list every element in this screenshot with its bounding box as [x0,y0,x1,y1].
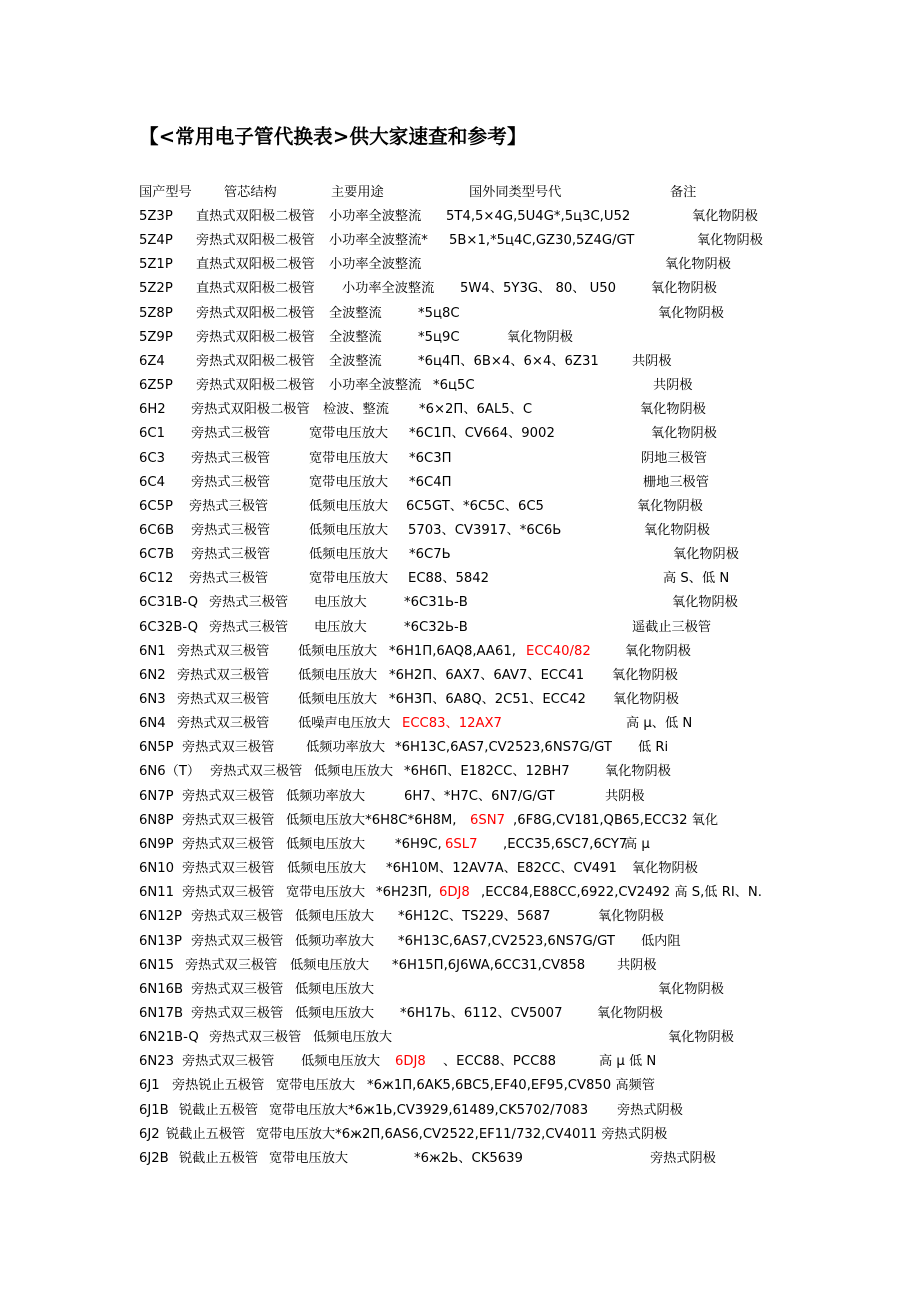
row-cell: *6H23П, [376,885,432,901]
row-cell: *6×2П、6AL5、C [419,402,533,418]
row-cell: 氧化物阴极 [672,595,738,611]
table-row [0,1123,920,1147]
row-cell: 低噪声电压放大 [298,716,391,732]
row-cell: 低频电压放大 [309,547,389,563]
header-foreign-equivalent: 国外同类型号代 [469,185,562,200]
table-row [0,881,920,905]
row-cell: 旁热式三极管 [209,619,289,635]
row-cell: 高 μ、低 N [626,716,693,732]
table-row [0,688,920,712]
row-cell: 氧化物阴极 [692,209,758,224]
row-cell: 旁热式三极管 [209,595,289,611]
model-cell: 5Z4P [139,233,173,249]
row-cell: 氧化物阴极 [640,402,706,418]
row-cell: 宽带电压放大*6ж2П,6AS6,CV2522,EF11/732,CV4011 旁热式阴极 [256,1126,668,1142]
row-cell: 共阴极 [653,378,693,393]
row-cell: 低内阻 [641,933,681,949]
row-cell: 锐截止五极管 [166,1126,246,1142]
row-cell: 5T4,5×4G,5U4G*,5ц3C,U52 [446,209,631,224]
row-cell: 、ECC88、PCC88 [443,1054,557,1070]
model-cell: 5Z2P [139,281,173,297]
model-cell: 6C3 [139,450,165,466]
row-cell: 低频电压放大 [298,692,378,707]
table-row [0,1050,920,1074]
row-cell: *6ц5C [433,378,475,393]
row-cell: 旁热式双阳极二极管 [196,233,315,249]
table-row [0,712,920,736]
row-cell: 共阴极 [632,353,672,369]
row-cell: 旁热式三极管 [189,498,269,514]
table-row [0,591,920,615]
table-row [0,326,920,350]
table-row [0,1026,920,1050]
row-cell: EC88、5842 [408,571,490,587]
table-row [0,1099,920,1123]
row-cell: 旁热式双三极管 [182,740,275,756]
model-cell: 6C31B-Q [139,595,199,611]
row-cell: 旁热锐止五极管 [172,1078,265,1094]
row-cell: 旁热式双三极管 [191,909,284,925]
row-cell: 低频功率放大 [306,740,386,756]
model-cell: 6N15 [139,957,175,973]
model-cell: 6N16B [139,981,184,997]
row-cell: 锐截止五极管 [179,1150,259,1166]
row-cell: 电压放大 [314,595,367,611]
row-cell: 旁热式双三极管 [177,643,270,659]
row-cell: 氧化物阴极 [697,233,763,249]
row-cell: 全波整流 [329,329,382,345]
row-cell: 6SN7 [470,812,506,828]
row-cell: 5B×1,*5ц4C,GZ30,5Z4G/GT [449,233,635,249]
page-title: 【<常用电子管代换表>供大家速查和参考】 [139,125,527,148]
model-cell: 6N17B [139,1005,184,1021]
table-row [0,350,920,374]
row-cell: 宽带电压放大 [309,474,389,490]
row-cell: *6H3П、6A8Q、2C51、ECC42 [389,692,586,707]
row-cell: 直热式双阳极二极管 [196,281,315,297]
row-cell: 低频电压放大 [295,1005,375,1021]
row-cell: 旁热式双三极管 [182,788,275,804]
row-cell: *6H15П,6J6WA,6CC31,CV858 [392,957,586,973]
row-cell: *6H10M、12AV7A、E82CC、CV491 [386,861,617,876]
row-cell: 旁热式阴极 [617,1102,683,1118]
row-cell: 低频电压放大*6H8C*6H8M, [286,812,457,828]
model-cell: 6N4 [139,716,166,732]
model-cell: 6C4 [139,474,165,490]
table-row [0,495,920,519]
row-cell: ECC40/82 [526,643,591,659]
row-cell: 6DJ8 [439,885,470,901]
model-cell: 6N10 [139,861,175,876]
row-cell: 高 μ [624,836,650,852]
row-cell: *6H13C,6AS7,CV2523,6NS7G/GT [395,740,612,756]
model-cell: 6J1 [139,1078,160,1094]
row-cell: ECC83、12AX7 [402,716,502,732]
row-cell: 低频电压放大 [295,909,375,925]
row-cell: *6ж2Ь、CK5639 [414,1150,523,1166]
row-cell: 低频电压放大 [301,1054,381,1070]
row-cell: 低频电压放大 [313,1030,393,1046]
row-cell: 旁热式双三极管 [191,933,284,949]
row-cell: 锐截止五极管 [179,1102,259,1118]
row-cell: *6C32Ь-B [404,619,468,635]
model-cell: 6Z4 [139,353,165,369]
header-remarks: 备注 [670,185,697,200]
row-cell: 低频功率放大 [295,933,375,949]
row-cell: 低频电压放大 [298,667,378,683]
model-cell: 5Z3P [139,209,173,224]
table-row [0,833,920,857]
row-cell: *6H2П、6AX7、6AV7、ECC41 [389,667,585,683]
row-cell: 小功率全波整流* [329,233,428,249]
row-cell: *6C7Ь [409,547,451,563]
model-cell: 6J2B [139,1150,169,1166]
row-cell: 低频电压放大 [287,861,367,876]
row-cell: 宽带电压放大 [309,571,389,587]
model-cell: 6N11 [139,885,175,901]
model-cell: 6N1 [139,643,166,659]
row-cell: *6C3П [409,450,452,466]
model-cell: 6N13P [139,933,182,949]
row-cell: *5ц9C [418,329,460,345]
row-cell: 低频电压放大 [314,764,394,780]
row-cell: ,ECC84,E88CC,6922,CV2492 高 S,低 RI、N. [481,885,762,901]
table-row [0,954,920,978]
row-cell: *6H13C,6AS7,CV2523,6NS7G/GT [398,933,615,949]
row-cell: *6H9C, [395,836,442,852]
model-cell: 5Z8P [139,305,173,321]
model-cell: 6N23 [139,1054,175,1070]
model-cell: 6C1 [139,426,165,442]
row-cell: 小功率全波整流 [329,209,422,224]
row-cell: *6C31Ь-B [404,595,468,611]
row-cell: 栅地三极管 [643,474,709,490]
row-cell: 低频电压放大 [298,643,378,659]
row-cell: 低频电压放大 [290,957,370,973]
row-cell: *6H17Ь、6112、CV5007 [400,1005,563,1021]
table-row [0,1002,920,1026]
row-cell: 旁热式双三极管 [182,812,275,828]
row-cell: 5703、CV3917、*6C6Ь [408,523,562,538]
row-cell: 低频电压放大 [286,836,366,852]
row-cell: 氧化物阴极 [613,692,679,707]
row-cell: 小功率全波整流 [342,281,435,297]
model-cell: 6N3 [139,692,166,707]
row-cell: 氧化物阴极 [507,329,573,345]
table-row [0,616,920,640]
table-row [0,567,920,591]
row-cell: 旁热式双三极管 [210,764,303,780]
model-cell: 6C5P [139,498,173,514]
model-cell: 6N12P [139,909,182,925]
table-row [0,640,920,664]
row-cell: 旁热式阴极 [650,1150,716,1166]
model-cell: 6N9P [139,836,174,852]
row-cell: 宽带电压放大 [309,450,389,466]
row-cell: 小功率全波整流 [329,378,422,393]
row-cell: 旁热式双阳极二极管 [196,329,315,345]
row-cell: 旁热式双阳极二极管 [196,378,315,393]
row-cell: 检波、整流 [323,402,389,418]
row-cell: 直热式双阳极二极管 [196,209,315,224]
row-cell: 旁热式双三极管 [177,716,270,732]
row-cell: 低频电压放大 [309,523,389,538]
row-cell: 高 μ 低 N [599,1054,657,1070]
table-row [0,422,920,446]
table-row [0,760,920,784]
row-cell: 氧化物阴极 [625,643,691,659]
header-domestic-model: 国产型号 [139,185,192,200]
row-cell: 氧化物阴极 [632,861,698,876]
row-cell: 氧化物阴极 [597,1005,663,1021]
model-cell: 6C32B-Q [139,619,199,635]
model-cell: 5Z1P [139,257,173,273]
row-cell: 宽带电压放大 [309,426,389,442]
table-row [0,229,920,253]
row-cell: 全波整流 [329,305,382,321]
row-cell: ,6F8G,CV181,QB65,ECC32 氧化 [513,812,719,828]
row-cell: ,ECC35,6SC7,6CY7 [503,836,628,852]
row-cell: *6H6П、E182CC、12BH7 [404,764,570,780]
row-cell: 宽带电压放大 [286,885,366,901]
header-core-structure: 管芯结构 [224,185,277,200]
table-row [0,978,920,1002]
row-cell: 旁热式双阳极二极管 [191,402,310,418]
table-row [0,302,920,326]
row-cell: 低频功率放大 [286,788,366,804]
row-cell: 宽带电压放大 [269,1150,349,1166]
row-cell: 共阴极 [617,957,657,973]
row-cell: 全波整流 [329,353,382,369]
row-cell: 旁热式三极管 [191,426,271,442]
row-cell: 旁热式双三极管 [185,957,278,973]
table-row [0,785,920,809]
row-cell: 氧化物阴极 [651,426,717,442]
table-row [0,277,920,301]
row-cell: 5W4、5Y3G、 80、 U50 [460,281,617,297]
row-cell: 氧化物阴极 [658,305,724,321]
table-row [0,809,920,833]
table-row [0,905,920,929]
model-cell: 6C7B [139,547,175,563]
row-cell: 旁热式双阳极二极管 [196,353,315,369]
table-row [0,543,920,567]
row-cell: 氧化物阴极 [612,667,678,683]
row-cell: 旁热式双三极管 [182,885,275,901]
header-main-use: 主要用途 [331,185,384,200]
row-cell: 旁热式三极管 [189,571,269,587]
row-cell: 旁热式双三极管 [182,1054,275,1070]
row-cell: 氧化物阴极 [637,498,703,514]
row-cell: 共阴极 [605,788,645,804]
row-cell: 旁热式双三极管 [177,692,270,707]
row-cell: *6C4П [409,474,452,490]
row-cell: 氧化物阴极 [658,981,724,997]
table-row [0,736,920,760]
model-cell: 6H2 [139,402,166,418]
row-cell: 氧化物阴极 [673,547,739,563]
table-row [0,253,920,277]
model-cell: 6N6（T） [139,764,201,780]
row-cell: 旁热式双阳极二极管 [196,305,315,321]
model-cell: 5Z9P [139,329,173,345]
row-cell: 电压放大 [314,619,367,635]
model-cell: 6C6B [139,523,175,538]
table-row [0,1147,920,1171]
table-header-row [0,181,920,205]
table-row [0,471,920,495]
table-row [0,1074,920,1098]
table-row [0,519,920,543]
row-cell: 氧化物阴极 [598,909,664,925]
model-cell: 6N7P [139,788,174,804]
row-cell: 旁热式双三极管 [191,981,284,997]
row-cell: 6C5GT、*6C5C、6C5 [406,498,544,514]
model-cell: 6N5P [139,740,174,756]
row-cell: *6H1П,6AQ8,AA61, [389,643,516,659]
row-cell: 旁热式双三极管 [191,1005,284,1021]
row-cell: 6H7、*H7C、6N7/G/GT [404,788,555,804]
row-cell: 宽带电压放大 [276,1078,356,1094]
table-row [0,374,920,398]
model-cell: 6J2 [139,1126,160,1142]
model-cell: 6Z5P [139,378,173,393]
table-row [0,205,920,229]
row-cell: 旁热式双三极管 [209,1030,302,1046]
row-cell: 旁热式双三极管 [182,836,275,852]
model-cell: 6N2 [139,667,166,683]
table-row [0,447,920,471]
model-cell: 6N8P [139,812,174,828]
row-cell: 氧化物阴极 [644,523,710,538]
row-cell: *6ж1П,6AK5,6BC5,EF40,EF95,CV850 高频管 [367,1078,655,1094]
row-cell: 遥截止三极管 [632,619,712,635]
row-cell: 高 S、低 N [663,571,730,587]
row-cell: 旁热式三极管 [191,547,271,563]
row-cell: 旁热式双三极管 [182,861,275,876]
row-cell: *6C1П、CV664、9002 [409,426,555,442]
model-cell: 6C12 [139,571,174,587]
table-row [0,664,920,688]
row-cell: 旁热式双三极管 [177,667,270,683]
model-cell: 6N21B-Q [139,1030,199,1046]
row-cell: *6ц4П、6B×4、6×4、6Z31 [418,353,599,369]
row-cell: 氧化物阴极 [668,1030,734,1046]
table-row [0,930,920,954]
row-cell: 旁热式三极管 [191,450,271,466]
row-cell: *5ц8C [418,305,460,321]
row-cell: 氧化物阴极 [665,257,731,273]
row-cell: *6H12C、TS229、5687 [398,909,551,925]
row-cell: 低频电压放大 [309,498,389,514]
table-row [0,857,920,881]
row-cell: 低 Ri [638,740,669,756]
row-cell: 6SL7 [445,836,478,852]
row-cell: 小功率全波整流 [329,257,422,273]
row-cell: 旁热式三极管 [191,523,271,538]
row-cell: 低频电压放大 [295,981,375,997]
row-cell: 6DJ8 [395,1054,426,1070]
model-cell: 6J1B [139,1102,169,1118]
table-row [0,398,920,422]
row-cell: 旁热式三极管 [191,474,271,490]
row-cell: 氧化物阴极 [605,764,671,780]
row-cell: 宽带电压放大*6ж1Ь,CV3929,61489,CK5702/7083 [269,1102,589,1118]
row-cell: 直热式双阳极二极管 [196,257,315,273]
row-cell: 阴地三极管 [641,450,707,466]
row-cell: 氧化物阴极 [651,281,717,297]
